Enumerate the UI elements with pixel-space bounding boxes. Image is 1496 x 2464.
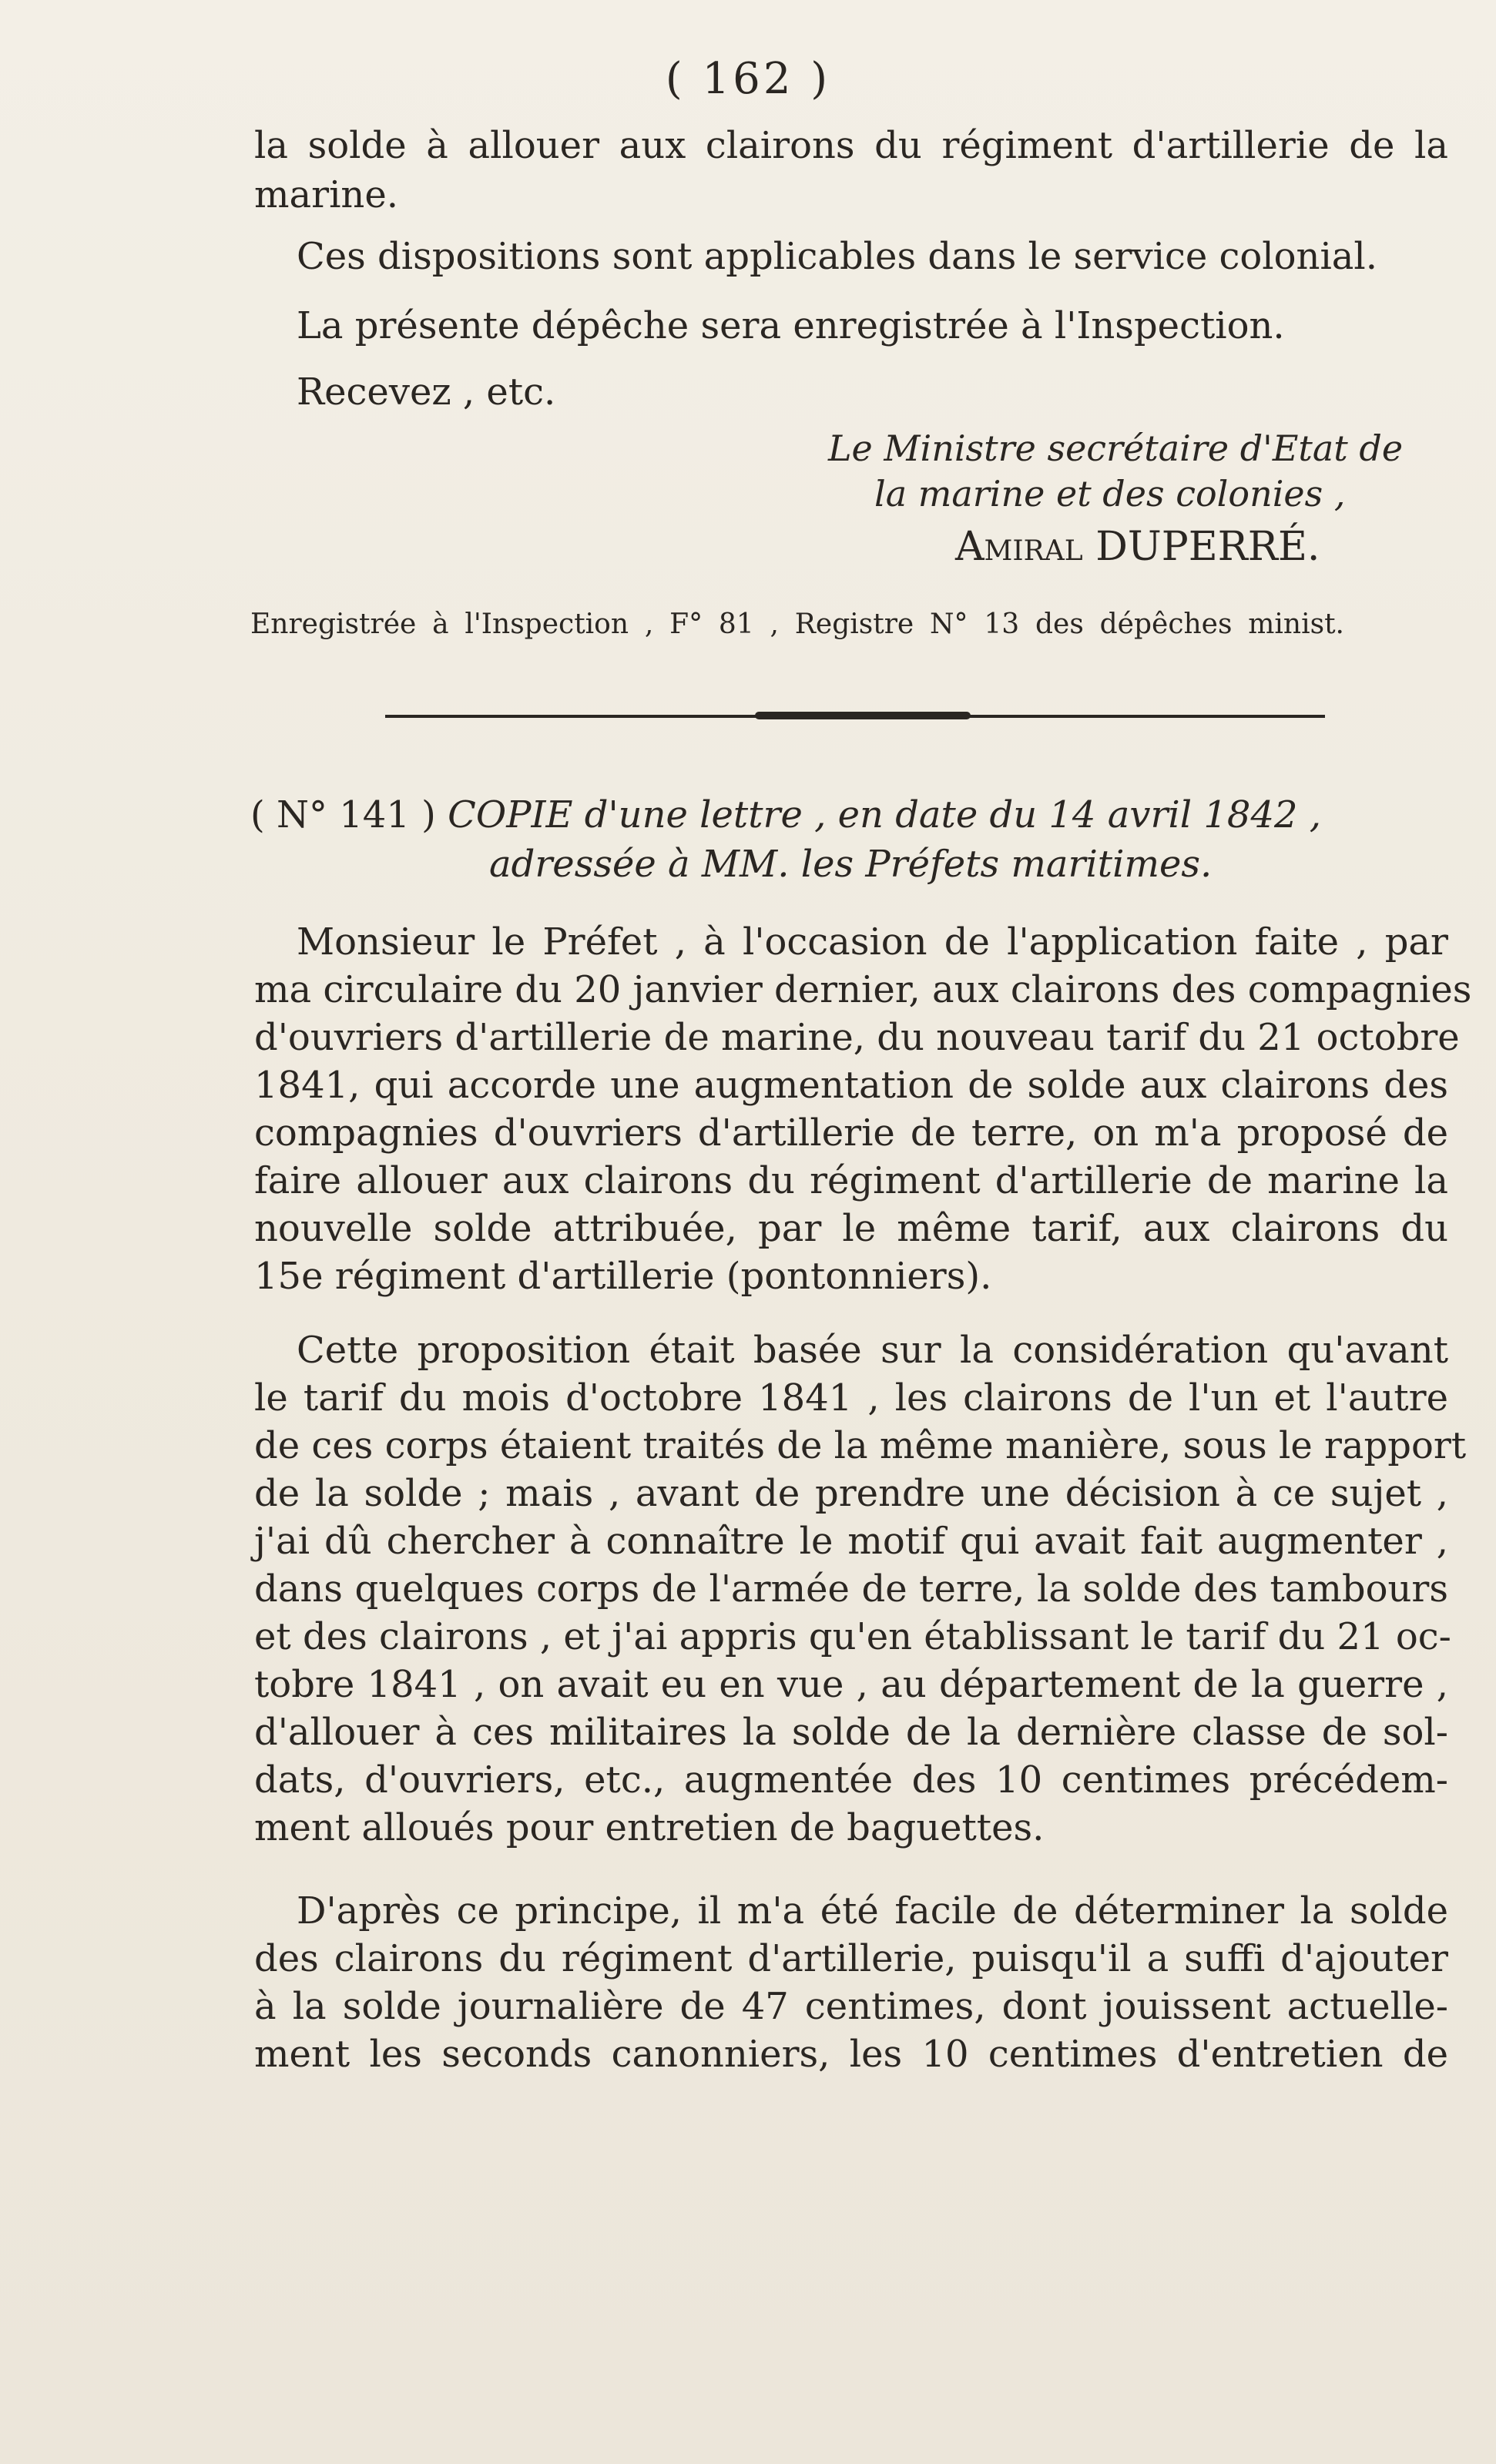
section-divider-swell xyxy=(755,712,971,719)
text-line: nouvelle solde attribuée, par le même tarif, aux clairons du xyxy=(254,1207,1448,1250)
signature-title-line2: la marine et des colonies , xyxy=(874,473,1346,515)
text-line: la solde à allouer aux clairons du régiment d'artillerie de la xyxy=(254,124,1448,167)
text-line: à la solde journalière de 47 centimes, dont jouissent actuelle- xyxy=(254,1985,1448,2028)
text-line: La présente dépêche sera enregistrée à l'Inspection. xyxy=(297,304,1285,347)
text-line: ment alloués pour entretien de baguettes. xyxy=(254,1806,1045,1849)
text-line: 15e régiment d'artillerie (pontonniers). xyxy=(254,1255,992,1298)
text-line: Ces dispositions sont applicables dans le service colonial. xyxy=(297,235,1378,278)
text-line: de la solde ; mais , avant de prendre une décision à ce sujet , xyxy=(254,1472,1448,1515)
signature-rank: Amiral xyxy=(955,524,1083,570)
document-title: COPIE d'une lettre , en date du 14 avril 1842 , xyxy=(448,793,1322,836)
text-line: compagnies d'ouvriers d'artillerie de terre, on m'a proposé de xyxy=(254,1111,1448,1155)
document-heading-line1 xyxy=(250,793,1321,836)
text-line: des clairons du régiment d'artillerie, puisqu'il a suffi d'ajouter xyxy=(254,1937,1448,1980)
document-heading-line2: adressée à MM. les Préfets maritimes. xyxy=(489,843,1213,886)
text-line: de ces corps étaient traités de la même manière, sous le rapport xyxy=(254,1424,1467,1467)
signature-name xyxy=(955,524,1320,570)
text-line: j'ai dû chercher à connaître le motif qui avait fait augmenter , xyxy=(254,1520,1448,1563)
text-line: Cette proposition était basée sur la considération qu'avant xyxy=(297,1329,1448,1372)
paragraph-2 xyxy=(254,1326,1467,1852)
text-line: dats, d'ouvriers, etc., augmentée des 10 centimes précédem- xyxy=(254,1758,1448,1802)
text-line: marine. xyxy=(254,173,399,216)
text-line: ment les seconds canonniers, les 10 centimes d'entretien de xyxy=(254,2033,1448,2076)
text-line: le tarif du mois d'octobre 1841 , les clairons de l'un et l'autre xyxy=(254,1376,1448,1420)
text-line: d'allouer à ces militaires la solde de la dernière classe de sol- xyxy=(254,1711,1448,1754)
text-line: Recevez , etc. xyxy=(297,370,556,414)
paragraph-1 xyxy=(254,918,1472,1300)
text-line: et des clairons , et j'ai appris qu'en établissant le tarif du 21 oc- xyxy=(254,1615,1451,1658)
text-line: 1841, qui accorde une augmentation de solde aux clairons des xyxy=(254,1064,1448,1107)
signature-title-line1: Le Ministre secrétaire d'Etat de xyxy=(828,427,1404,469)
paragraph-3 xyxy=(254,1887,1448,2078)
text-line: ma circulaire du 20 janvier dernier, aux clairons des compagnies xyxy=(254,968,1472,1011)
text-line: dans quelques corps de l'armée de terre, la solde des tambours xyxy=(254,1567,1448,1611)
registration-note: Enregistrée à l'Inspection , F° 81 , Registre N° 13 des dépêches minist. xyxy=(250,608,1344,640)
text-line: faire allouer aux clairons du régiment d'artillerie de marine la xyxy=(254,1159,1448,1202)
text-line: d'ouvriers d'artillerie de marine, du nouveau tarif du 21 octobre xyxy=(254,1016,1460,1059)
text-line: D'après ce principe, il m'a été facile de déterminer la solde xyxy=(297,1889,1448,1933)
text-line: Monsieur le Préfet , à l'occasion de l'application faite , par xyxy=(297,920,1448,964)
text-line: tobre 1841 , on avait eu en vue , au département de la guerre , xyxy=(254,1663,1448,1706)
page-number: ( 162 ) xyxy=(665,54,831,104)
signature-surname: DUPERRÉ. xyxy=(1095,524,1320,570)
document-number: ( N° 141 ) xyxy=(250,793,436,836)
